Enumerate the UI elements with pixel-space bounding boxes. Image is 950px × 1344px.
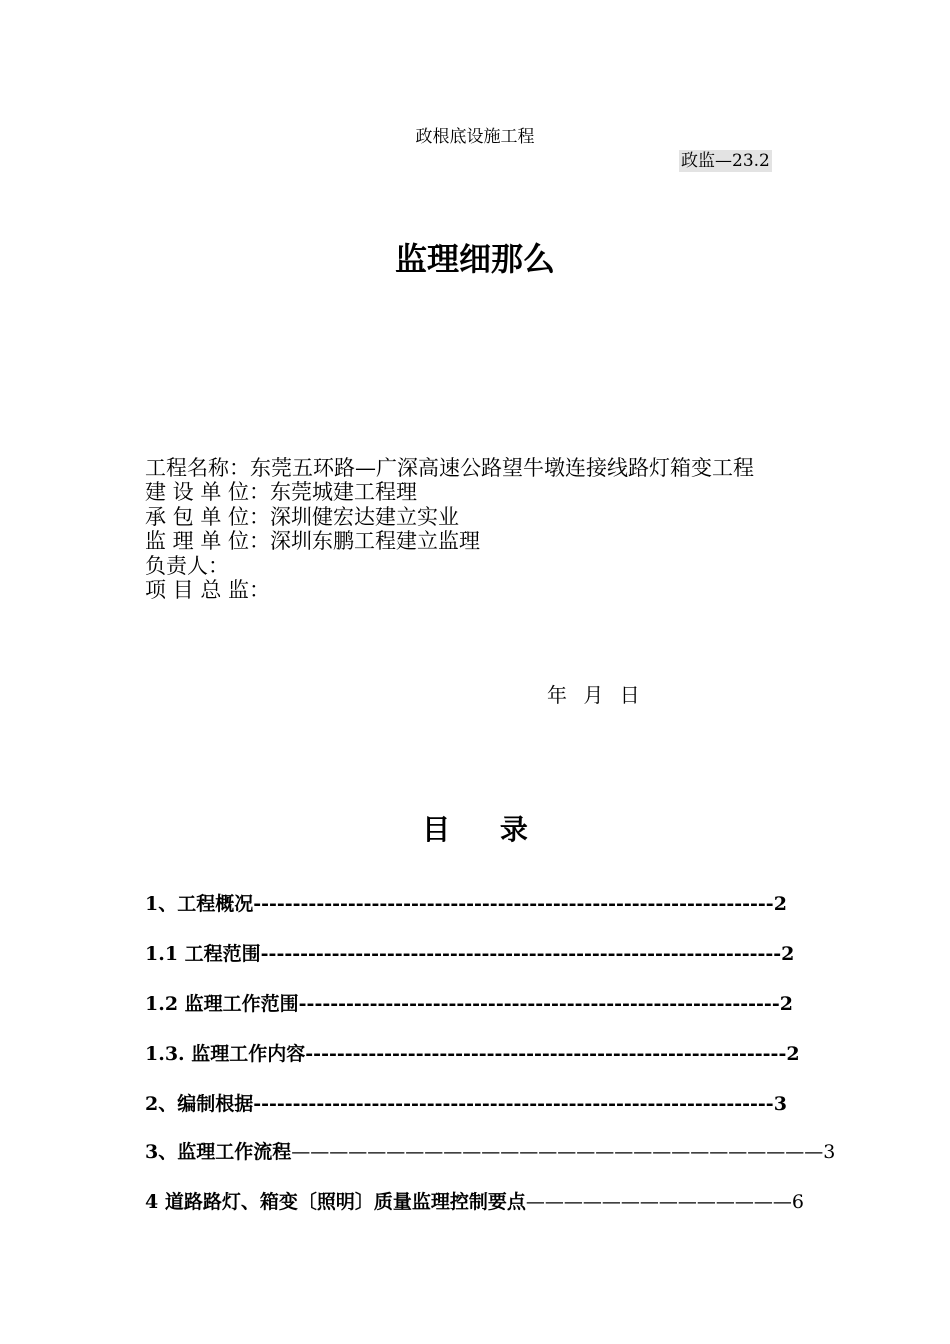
header-category: 政根底设施工程 (415, 127, 535, 147)
info-project-name: 工程名称：东莞五环路—广深高速公路望牛墩连接线路灯箱变工程 (145, 456, 754, 480)
toc-item-leader: ------------------------------------------------------------- (305, 1043, 787, 1065)
info-chief-supervisor: 项 目 总 监： (145, 577, 271, 602)
toc-item-leader: ------------------------------------------------------------- (298, 993, 780, 1015)
toc-item-page: 2 (786, 1043, 800, 1065)
toc-item-page: 3 (773, 1093, 787, 1115)
toc-item-page: 2 (779, 993, 793, 1015)
toc-item-page: 2 (781, 943, 795, 965)
toc-item[interactable] (145, 939, 794, 969)
info-contractor: 承 包 单 位：深圳健宏达建立实业 (145, 504, 460, 529)
toc-item-label: 1.1 工程范围 (145, 943, 261, 965)
document-title: 监理细那么 (394, 240, 555, 278)
toc-item-leader: —————————————— (525, 1191, 792, 1213)
toc-item-page: 2 (773, 893, 787, 915)
toc-item[interactable] (145, 1137, 835, 1167)
toc-item-label: 2、编制根据 (145, 1093, 254, 1115)
info-supervisor: 监 理 单 位：深圳东鹏工程建立监理 (145, 529, 481, 554)
project-info (145, 456, 754, 602)
toc-item-label: 1.2 监理工作范围 (145, 993, 299, 1015)
toc-item-page: 3 (823, 1141, 836, 1163)
date-line: 年 月 日 (547, 683, 640, 707)
toc-item-leader: ------------------------------------------------------------------ (260, 943, 782, 965)
toc-item-leader: ------------------------------------------------------------------ (253, 893, 774, 915)
toc-item-label: 3、监理工作流程 (145, 1141, 292, 1163)
info-owner: 建 设 单 位：东莞城建工程理 (145, 480, 418, 505)
toc-item-leader: ------------------------------------------------------------------ (253, 1093, 774, 1115)
toc-item[interactable] (145, 1089, 787, 1119)
toc-item[interactable] (145, 889, 787, 919)
toc-item-label: 4 道路路灯、箱变〔照明〕质量监理控制要点 (145, 1191, 526, 1213)
toc-item-page: 6 (791, 1191, 804, 1213)
toc-item[interactable] (145, 1187, 804, 1217)
toc-item[interactable] (145, 1039, 800, 1069)
toc-item-label: 1、工程概况 (145, 893, 254, 915)
toc-title: 目 录 (422, 813, 528, 846)
info-responsible: 负责人： (145, 553, 229, 578)
toc-item-label: 1.3. 监理工作内容 (145, 1043, 306, 1065)
toc-item[interactable] (145, 989, 793, 1019)
toc-item-leader: ———————————————————————————— (291, 1141, 824, 1163)
document-code: 政监—23.2 (681, 151, 770, 171)
